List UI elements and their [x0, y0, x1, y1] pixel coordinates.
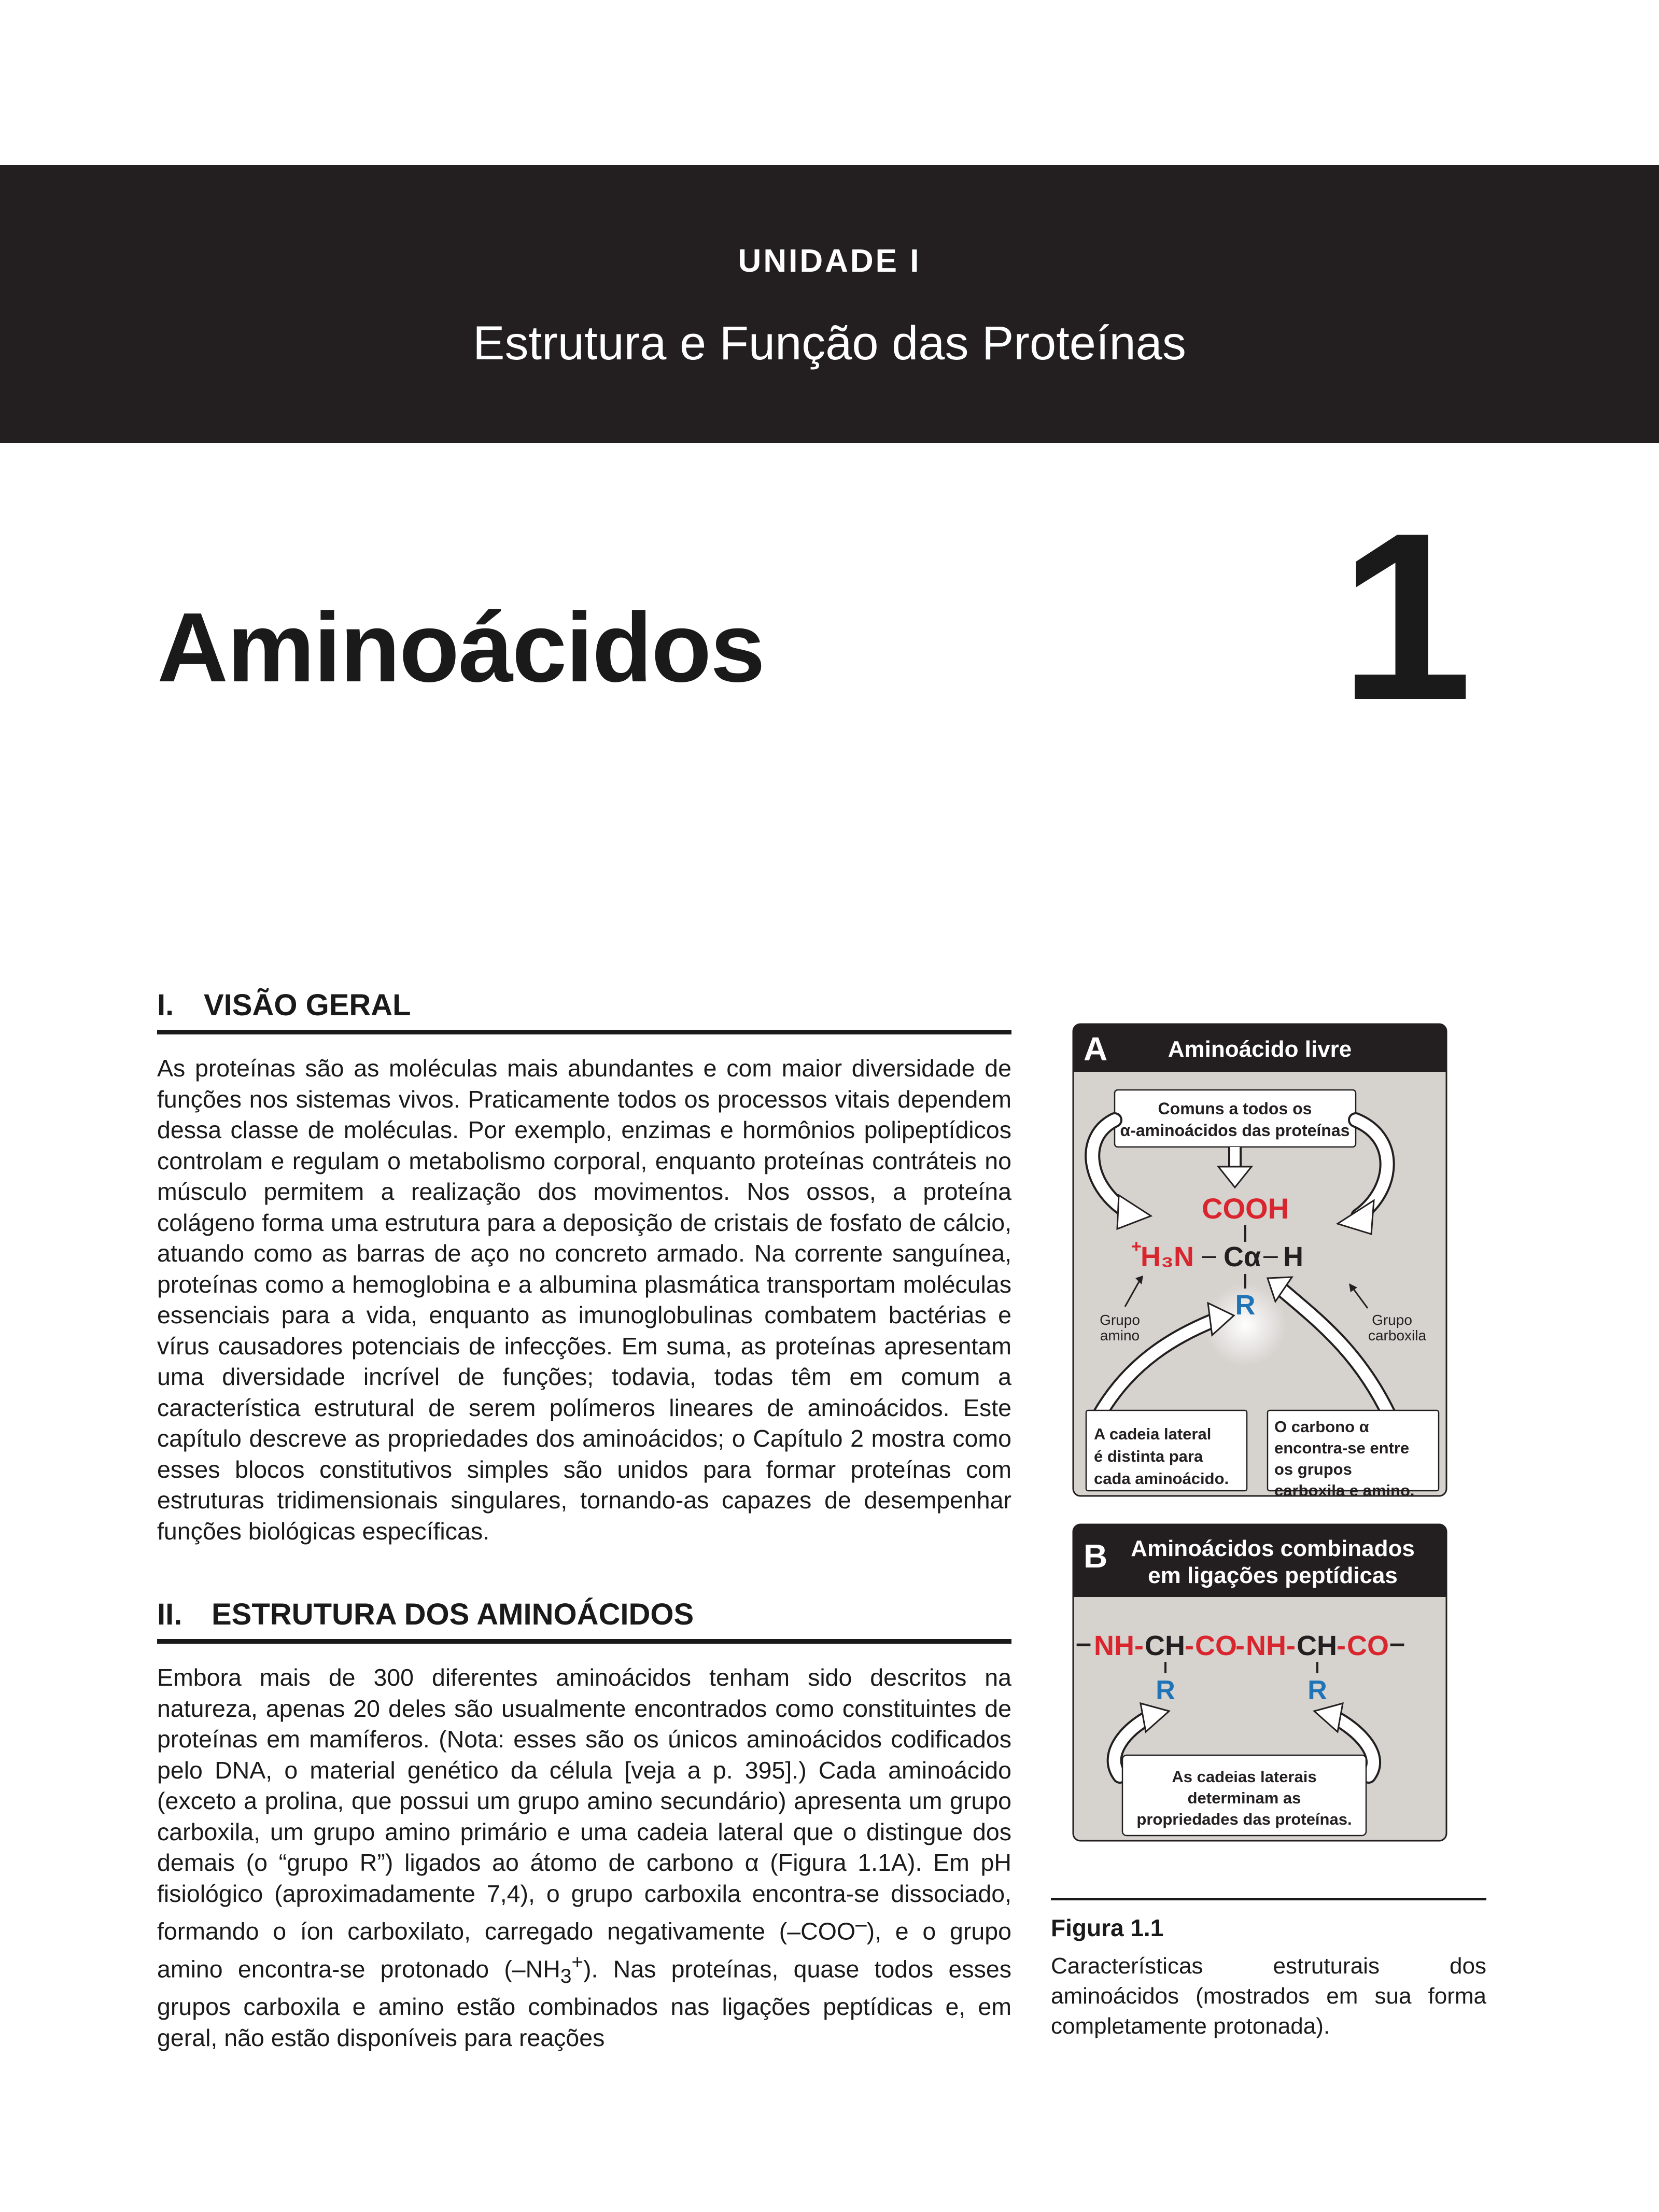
- chain-co-1: CO: [1195, 1630, 1237, 1661]
- alpha-carbon-note-line4: carboxila e amino.: [1274, 1481, 1415, 1500]
- panel-b-letter: B: [1084, 1537, 1108, 1575]
- amino-label-line1: Grupo: [1100, 1312, 1140, 1328]
- chain-hyphen: -: [1134, 1630, 1144, 1661]
- figure-1-1: [1068, 1019, 1452, 1859]
- common-note-line1: Comuns a todos os: [1158, 1099, 1312, 1118]
- caption-text: Características estruturais dos aminoácidos (mostrados em sua forma completamente protonada).: [1051, 1953, 1486, 2039]
- chain-hyphen: -: [1286, 1630, 1296, 1661]
- side-chains-note-line3: propriedades das proteínas.: [1136, 1810, 1352, 1828]
- panel-b-title-line2: em ligações peptídicas: [1148, 1563, 1398, 1588]
- side-chains-note-line1: As cadeias laterais: [1172, 1768, 1317, 1786]
- bond-left: –: [1202, 1240, 1216, 1269]
- alpha-carbon-note-line1: O carbono α: [1274, 1418, 1369, 1436]
- amine-charge: +: [1131, 1237, 1142, 1256]
- carboxyl-label-line1: Grupo: [1372, 1312, 1412, 1328]
- r-group-1: R: [1156, 1675, 1175, 1705]
- chain-co-2: CO: [1347, 1630, 1389, 1661]
- chapter-title: Aminoácidos: [157, 593, 764, 703]
- chain-hyphen: -: [1235, 1630, 1245, 1661]
- unit-banner: [0, 165, 1659, 443]
- structure-paragraph: [157, 1662, 1011, 2053]
- peptide-chain: [1076, 1628, 1405, 1661]
- chain-hyphen: -: [1185, 1630, 1194, 1661]
- text-run: Embora mais de 300 diferentes aminoácidos tenham sido descritos na natureza, apenas 20 deles são usualmente encontrados como constituintes de proteínas em mamíferos. (Nota: esses são os únicos aminoácidos codificados pelo DNA, o material genético da célula [veja a p. 395].) Cada aminoácido (exceto a prolina, que possui um grupo amino secundário) apresenta um grupo carboxila, um grupo amino primário e uma cadeia lateral que o distingue dos demais (o “grupo R”) ligados ao átomo de carbono α (Figura 1.1A). Em pH fisiológico (aproximadamente 7,4), o grupo carboxila encontra-se dissociado, formando o íon carboxilato, carregado negativamente (–COO: [157, 1664, 1011, 1945]
- figure-caption: [1051, 1898, 1486, 2041]
- section-number: I.: [157, 988, 174, 1022]
- chain-hyphen: -: [1337, 1630, 1346, 1661]
- cooh-group: COOH: [1202, 1192, 1289, 1225]
- chain-nh-1: NH: [1094, 1630, 1134, 1661]
- side-chain-note-line2: é distinta para: [1094, 1447, 1203, 1465]
- chain-dash-left: –: [1076, 1628, 1092, 1659]
- section-structure: [157, 1597, 1011, 2053]
- overview-paragraph: As proteínas são as moléculas mais abundantes e com maior diversidade de funções nos sistemas vivos. Praticamente todos os processos vitais dependem dessa classe de moléculas. Por exemplo, enzimas e hormônios polipeptídicos controlam e regulam o metabolismo corporal, enquanto proteínas contráteis no músculo permitem a realização dos movimentos. Nos ossos, a proteína colágeno forma uma estrutura para a deposição de cristais de fosfato de cálcio, atuando como as barras de aço no concreto armado. Na corrente sanguínea, proteínas como a hemoglobina e a albumina plasmática transportam moléculas essenciais para a vida, enquanto as imunoglobulinas combatem bactérias e vírus causadores potenciais de infecções. Em suma, as proteínas apresentam uma diversidade incrível de funções; todavia, todas têm em comum a característica estrutural de serem polímeros lineares de aminoácidos. Este capítulo descreve as propriedades dos aminoácidos; o Capítulo 2 mostra como esses blocos constitutivos simples são unidos para formar proteínas com estruturas tridimensionais singulares, tornando-as capazes de desempenhar funções biológicas específicas.: [157, 1055, 1011, 1545]
- alpha-carbon-note-line2: encontra-se entre: [1274, 1439, 1410, 1457]
- chain-dash-right: –: [1389, 1628, 1405, 1659]
- side-chains-note-line2: determinam as: [1187, 1789, 1301, 1807]
- bond-right: –: [1263, 1240, 1278, 1269]
- r-group-2: R: [1307, 1675, 1327, 1705]
- chain-ch-1: CH: [1145, 1630, 1185, 1661]
- chapter-number: 1: [1340, 484, 1472, 750]
- caption-label: Figura 1.1: [1051, 1914, 1164, 1941]
- side-chain-note-line1: A cadeia lateral: [1094, 1425, 1212, 1443]
- section-heading-text: VISÃO GERAL: [204, 988, 411, 1022]
- side-chain-note-line3: cada aminoácido.: [1094, 1469, 1229, 1488]
- text-run: ). Nas proteínas, quase todos esses grupos carboxila e amino estão combinados nas ligações peptídicas e, em geral, não estão disponíveis para reações: [157, 1955, 1011, 2051]
- alpha-carbon: Cα: [1224, 1241, 1261, 1272]
- chain-ch-2: CH: [1297, 1630, 1337, 1661]
- superscript: –: [855, 1913, 867, 1936]
- subscript: 3: [560, 1965, 572, 1987]
- amino-label-line2: amino: [1100, 1327, 1140, 1343]
- hydrogen: H: [1283, 1241, 1303, 1272]
- section-number: II.: [157, 1598, 182, 1631]
- chain-nh-2: NH: [1246, 1630, 1286, 1661]
- unit-title: Estrutura e Função das Proteínas: [473, 317, 1186, 370]
- common-note-line2: α-aminoácidos das proteínas: [1120, 1121, 1350, 1140]
- unit-label: UNIDADE I: [738, 243, 921, 279]
- alpha-carbon-note-line3: os grupos: [1274, 1460, 1352, 1478]
- text-run: ), e o grupo amino encontra-se protonado (–NH: [157, 1917, 1011, 1983]
- section-overview: [157, 988, 1011, 1547]
- superscript: +: [571, 1951, 584, 1973]
- amine-group: H₃N: [1141, 1241, 1194, 1272]
- section-heading: [157, 1597, 1011, 1644]
- panel-a-title: Aminoácido livre: [1168, 1037, 1352, 1062]
- r-group: R: [1235, 1290, 1256, 1321]
- section-heading-text: ESTRUTURA DOS AMINOÁCIDOS: [212, 1598, 694, 1631]
- carboxyl-label-line2: carboxila: [1368, 1327, 1427, 1343]
- panel-b-title-line1: Aminoácidos combinados: [1131, 1536, 1415, 1561]
- section-heading: [157, 988, 1011, 1034]
- panel-a-letter: A: [1084, 1030, 1108, 1068]
